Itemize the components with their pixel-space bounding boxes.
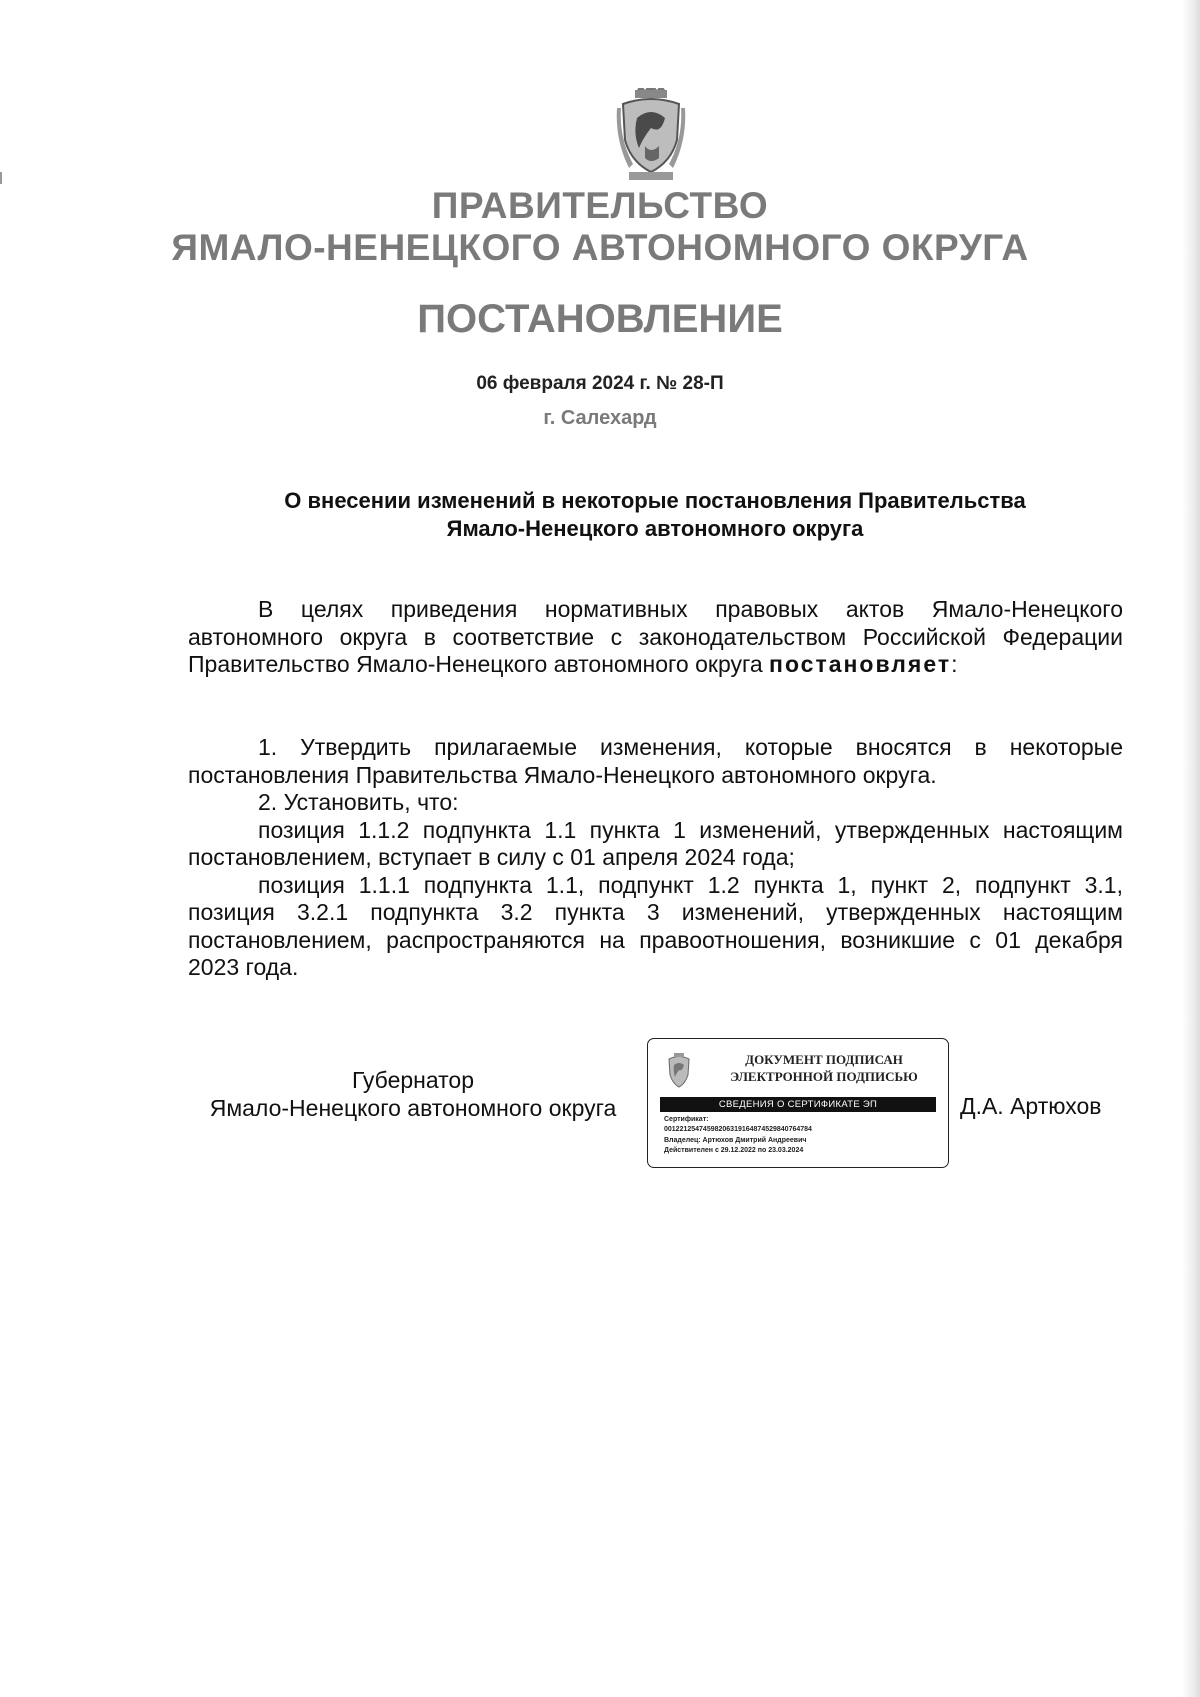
preamble-text: В целях приведения нормативных правовых актов Ямало-Ненецкого автономного округа в соответствие с законодательством Российской Федерации Правительство Ямало-Ненецкого автономного округа	[188, 596, 1123, 677]
stamp-heading-line2: ЭЛЕКТРОННОЙ ПОДПИСЬЮ	[730, 1069, 918, 1084]
document-city: г. Салехард	[543, 407, 657, 429]
resolution-items	[188, 734, 1123, 982]
stamp-heading-line1: ДОКУМЕНТ ПОДПИСАН	[745, 1052, 903, 1067]
stamp-cert-label: Сертификат:	[664, 1116, 709, 1123]
stamp-emblem-icon	[666, 1053, 692, 1089]
preamble-block	[188, 596, 1123, 679]
item-2-position-b: позиция 1.1.1 подпункта 1.1, подпункт 1.2 пункта 1, пункт 2, подпункт 3.1, позиция 3.2.1 подпункта 3.2 пункта 3 изменений, утвержденных настоящим постановлением, распространяются на правоотношения, возникшие с 01 декабря 2023 года.	[188, 871, 1123, 980]
electronic-signature-stamp	[647, 1038, 949, 1168]
signatory-title-line2: Ямало-Ненецкого автономного округа	[209, 1095, 617, 1121]
item-2: 2. Установить, что:	[258, 789, 459, 815]
coat-of-arms-icon	[615, 88, 687, 184]
stamp-validity: Действителен с 29.12.2022 по 23.03.2024	[664, 1147, 804, 1154]
stamp-owner: Владелец: Артюхов Дмитрий Андреевич	[664, 1137, 807, 1144]
government-title-line1: ПРАВИТЕЛЬСТВО	[431, 185, 769, 226]
stamp-cert-number: 00122125474598206319164874529840764784	[664, 1126, 812, 1133]
item-2-position-a: позиция 1.1.2 подпункта 1.1 пункта 1 изменений, утвержденных настоящим постановлением, вступает в силу с 01 апреля 2024 года;	[188, 816, 1123, 870]
scan-mark	[0, 172, 2, 184]
resolves-word: постановляет	[769, 651, 952, 677]
document-date-number: 06 февраля 2024 г. № 28-П	[476, 373, 724, 394]
item-1: 1. Утвердить прилагаемые изменения, которые вносятся в некоторые постановления Правительства Ямало-Ненецкого автономного округа.	[188, 734, 1123, 788]
subject-line2: Ямало-Ненецкого автономного округа	[446, 516, 864, 541]
document-type: ПОСТАНОВЛЕНИЕ	[417, 297, 783, 341]
preamble-paragraph	[188, 596, 1123, 679]
resolves-suffix: :	[951, 651, 958, 677]
signatory-title	[188, 1066, 638, 1122]
government-title-line2: ЯМАЛО-НЕНЕЦКОГО АВТОНОМНОГО ОКРУГА	[171, 227, 1029, 268]
signatory-name: Д.А. Артюхов	[960, 1093, 1102, 1119]
stamp-certificate-bar: СВЕДЕНИЯ О СЕРТИФИКАТЕ ЭП	[660, 1097, 936, 1112]
document-subject	[0, 487, 1200, 543]
stamp-heading	[706, 1051, 942, 1085]
signatory-title-line1: Губернатор	[351, 1067, 475, 1093]
subject-line1: О внесении изменений в некоторые постановления Правительства	[284, 488, 1026, 513]
